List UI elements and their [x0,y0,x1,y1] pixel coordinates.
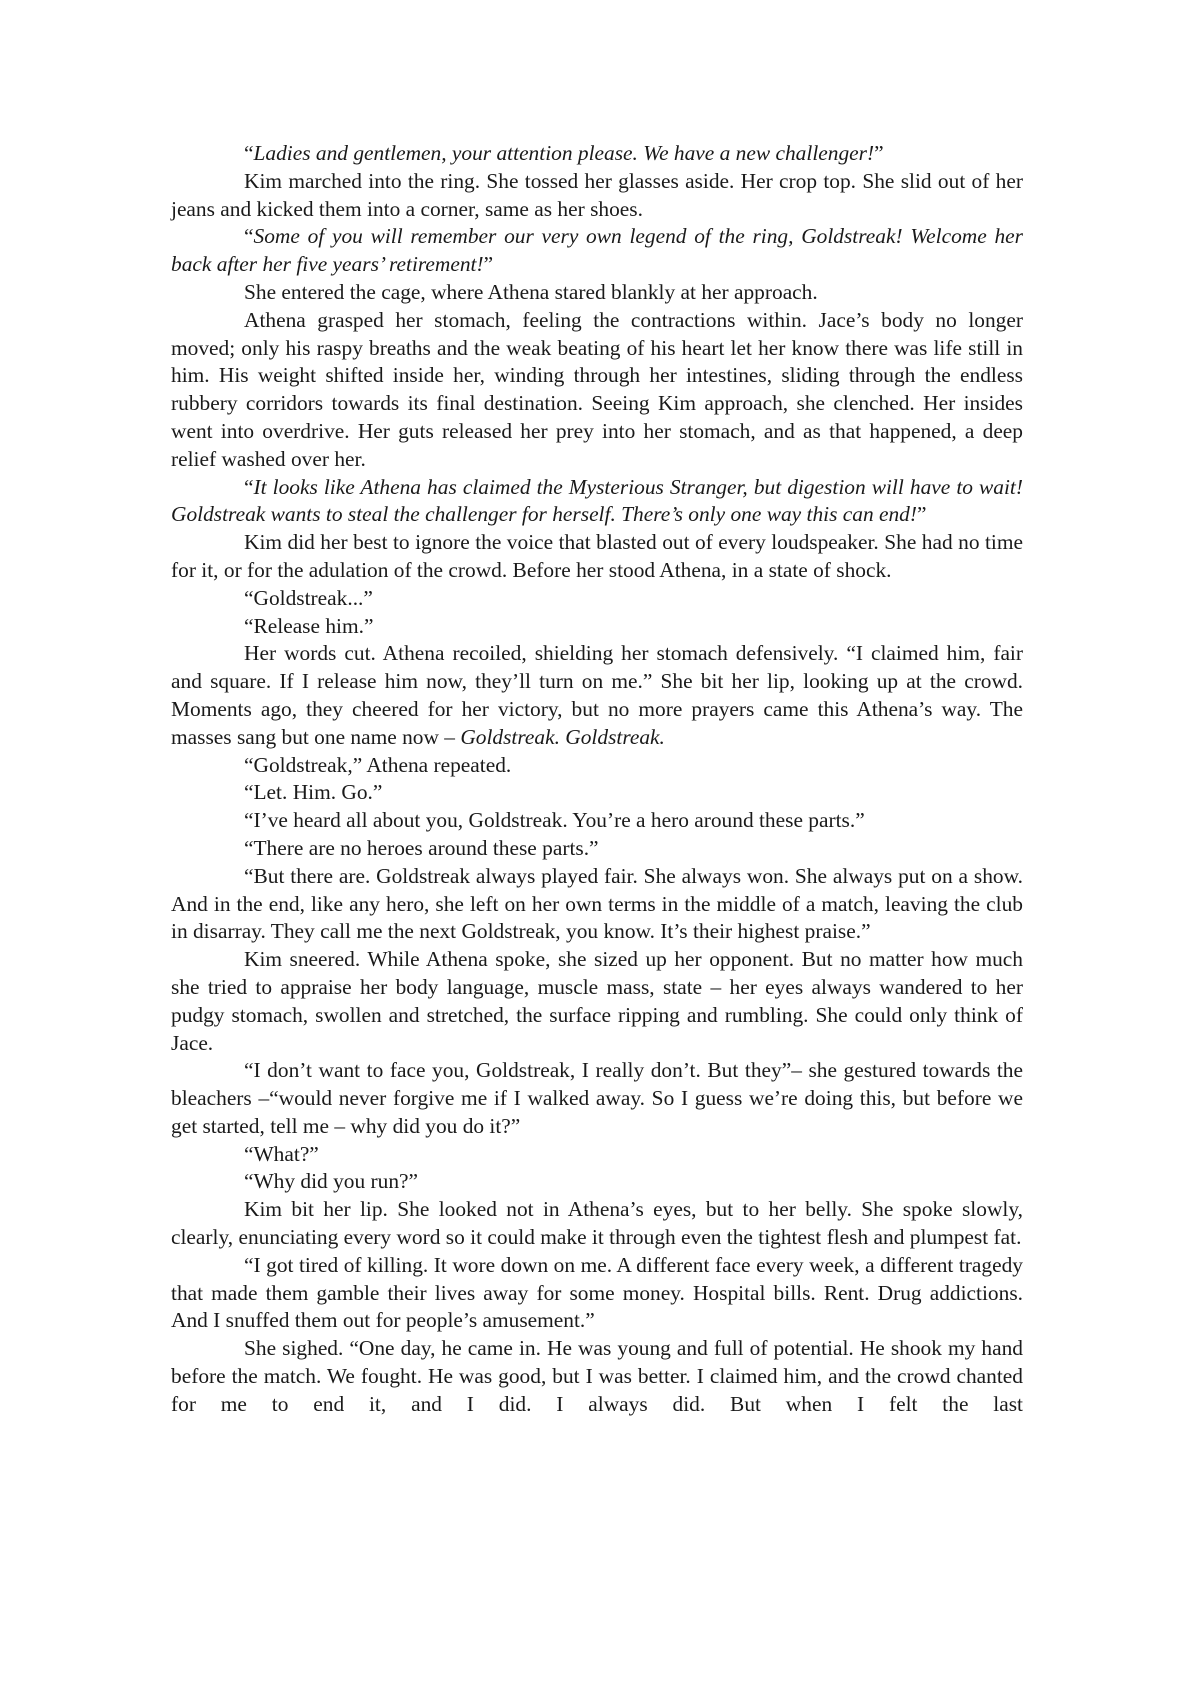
announcer-line-2: “Some of you will remember our very own legend of the ring, Goldstreak! Welcome her back after her five years’ retirement!” [171,224,1023,277]
announcer-line-1: “Ladies and gentlemen, your attention please. We have a new challenger!” [244,141,884,165]
dialogue-line: “Release him.” [244,613,374,638]
dialogue-line: “Goldstreak...” [244,585,373,610]
paragraph: Kim bit her lip. She looked not in Athena’s eyes, but to her belly. She spoke slowly, clearly, enunciating every word so it could make it through even the tightest flesh and plumpest fat. [171,1197,1023,1250]
paragraph: She sighed. “One day, he came in. He was young and full of potential. He shook my hand before the match. We fought. He was good, but I was better. I claimed him, and the crowd chanted for me to end it, and I did. I always did. But when I felt the last [171,1336,1023,1416]
chant-text: Goldstreak. Goldstreak. [460,724,665,749]
paragraph-text: Her words cut. Athena recoiled, shielding her stomach defensively. “I claimed him, fair and square. If I release him now, they’ll turn on me.” She bit her lip, looking up at the crowd. Moments ago, they cheered for her victory, but no more prayers came this Athena’s way. The masses sang but one name now – [171,641,1023,749]
paragraph: “I got tired of killing. It wore down on me. A different face every week, a different tragedy that made them gamble their lives away for some money. Hospital bills. Rent. Drug addictions. And I snuffed them out for people’s amusement.” [171,1252,1023,1333]
announcer-text: Ladies and gentlemen, your attention please. We have a new challenger! [253,141,875,165]
announcer-text: Some of you will remember our very own legend of the ring, Goldstreak! Welcome her back after her five years’ retirement! [171,224,1023,277]
paragraph: Athena grasped her stomach, feeling the contractions within. Jace’s body no longer moved; only his raspy breaths and the weak beating of his heart let her know there was life still in him. His weight shifted inside her, winding through her intestines, sliding through the endless rubbery corridors towards its final destination. Seeing Kim approach, she clenched. Her insides went into overdrive. Her guts released her prey into her stomach, and as that happened, a deep relief washed over her. [171,307,1023,471]
paragraph [171,640,1023,751]
dialogue-line: “What?” [244,1141,319,1166]
paragraph: Kim marched into the ring. She tossed her glasses aside. Her crop top. She slid out of her jeans and kicked them into a corner, same as her shoes. [171,168,1023,221]
announcer-text: It looks like Athena has claimed the Mysterious Stranger, but digestion will have to wait! Goldstreak wants to steal the challenger for herself. There’s only one way this can end! [171,474,1023,527]
paragraph: “I don’t want to face you, Goldstreak, I really don’t. But they”– she gestured towards the bleachers –“would never forgive me if I walked away. So I guess we’re doing this, but before we get started, tell me – why did you do it?” [171,1058,1023,1138]
paragraph: Kim did her best to ignore the voice that blasted out of every loudspeaker. She had no time for it, or for the adulation of the crowd. Before her stood Athena, in a state of shock. [171,530,1023,582]
paragraph: She entered the cage, where Athena stared blankly at her approach. [244,279,818,304]
dialogue-line: “Let. Him. Go.” [244,780,383,805]
document-page [171,140,1023,1419]
paragraph: “But there are. Goldstreak always played fair. She always won. She always put on a show. And in the end, like any hero, she left on her own terms in the middle of a match, leaving the club in disarray. They call me the next Goldstreak, you know. It’s their highest praise.” [171,863,1023,944]
dialogue-line: “There are no heroes around these parts.” [244,835,599,860]
announcer-line-3: “It looks like Athena has claimed the Mysterious Stranger, but digestion will have to wait! Goldstreak wants to steal the challenger for herself. There’s only one way this can end!” [171,474,1023,527]
dialogue-line: “Goldstreak,” Athena repeated. [244,752,512,777]
dialogue-line: “I’ve heard all about you, Goldstreak. You’re a hero around these parts.” [244,808,865,833]
paragraph: Kim sneered. While Athena spoke, she sized up her opponent. But no matter how much she tried to appraise her body language, muscle mass, state – her eyes always wandered to her pudgy stomach, swollen and stretched, the surface ripping and rumbling. She could only think of Jace. [171,947,1023,1055]
dialogue-line: “Why did you run?” [244,1169,419,1194]
